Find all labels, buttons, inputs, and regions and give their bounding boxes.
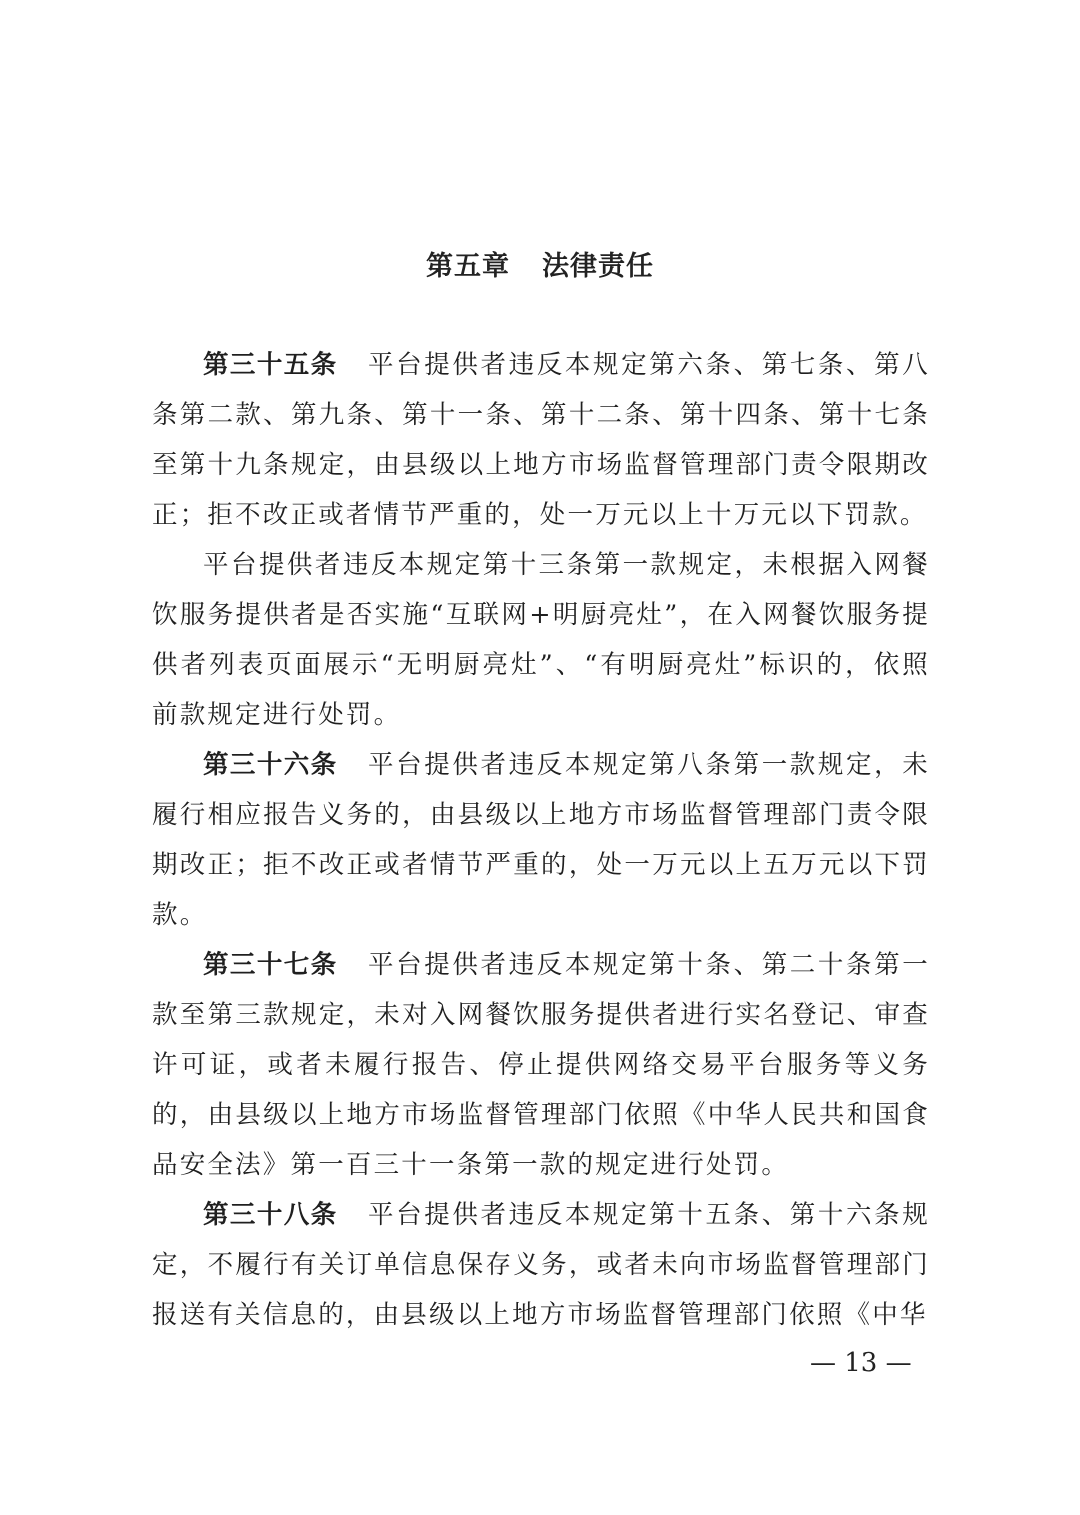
page-number: — 13 — — [810, 1348, 912, 1378]
chapter-title — [0, 244, 1080, 283]
article-text: 平台提供者违反本规定第八条第一款规定，未履行相应报告义务的，由县级以上地方市场监督管理部门责令限期改正；拒不改正或者情节严重的，处一万元以上五万元以下罚款。 — [152, 750, 930, 930]
document-body — [152, 340, 930, 1340]
article-text: 平台提供者违反本规定第十五条、第十六条规定，不履行有关订单信息保存义务，或者未向市场监督管理部门报送有关信息的，由县级以上地方市场监督管理部门依照《中华 — [152, 1200, 930, 1330]
article-text: 平台提供者违反本规定第十三条第一款规定，未根据入网餐饮服务提供者是否实施“互联网+明厨亮灶”，在入网餐饮服务提供者列表页面展示“无明厨亮灶”、“有明厨亮灶”标识的，依照前款规定进行处罚。 — [152, 550, 930, 730]
article-label: 第三十六条 — [203, 750, 338, 780]
article-35-para-1 — [152, 340, 930, 540]
chapter-number: 第五章 — [426, 251, 510, 282]
article-text: 平台提供者违反本规定第六条、第七条、第八条第二款、第九条、第十一条、第十二条、第十四条、第十七条至第十九条规定，由县级以上地方市场监督管理部门责令限期改正；拒不改正或者情节严重的，处一万元以上十万元以下罚款。 — [152, 350, 930, 530]
article-38-para-1 — [152, 1190, 930, 1340]
article-label: 第三十七条 — [203, 950, 338, 980]
article-37-para-1 — [152, 940, 930, 1190]
article-label: 第三十八条 — [203, 1200, 338, 1230]
article-label: 第三十五条 — [203, 350, 338, 380]
article-36-para-1 — [152, 740, 930, 940]
chapter-name: 法律责任 — [542, 251, 654, 282]
article-text: 平台提供者违反本规定第十条、第二十条第一款至第三款规定，未对入网餐饮服务提供者进行实名登记、审查许可证，或者未履行报告、停止提供网络交易平台服务等义务的，由县级以上地方市场监督管理部门依照《中华人民共和国食品安全法》第一百三十一条第一款的规定进行处罚。 — [152, 950, 930, 1180]
article-35-para-2 — [152, 540, 930, 740]
